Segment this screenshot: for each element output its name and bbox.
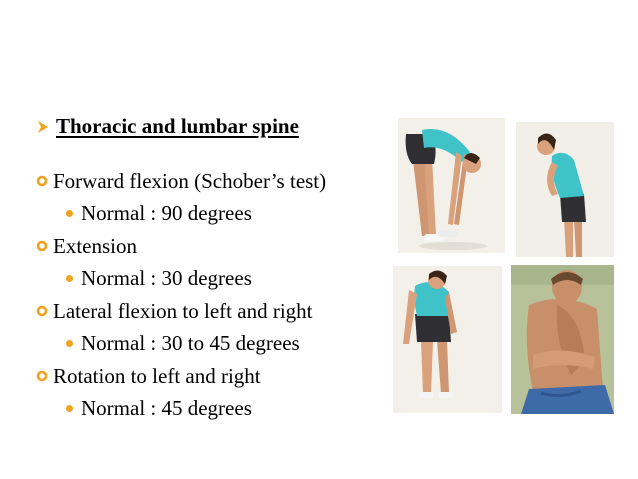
list-subitem xyxy=(36,197,386,230)
list-subitem-label: Normal : 30 degrees xyxy=(81,266,252,290)
bullet-list xyxy=(36,165,386,425)
extension-photo xyxy=(516,122,614,257)
list-item xyxy=(36,165,386,197)
ring-bullet-icon xyxy=(36,305,48,317)
rotation-figure xyxy=(511,265,614,414)
list-item-label: Lateral flexion to left and right xyxy=(53,298,313,323)
lateral-flexion-photo xyxy=(393,266,502,413)
rotation-photo xyxy=(511,265,614,414)
dot-bullet-icon xyxy=(66,275,73,282)
list-subitem-label: Normal : 45 degrees xyxy=(81,396,252,420)
dot-bullet-icon xyxy=(66,405,73,412)
extension-figure xyxy=(516,122,614,257)
ring-bullet-icon xyxy=(36,175,48,187)
list-item-label: Extension xyxy=(53,233,137,258)
arrowhead-icon xyxy=(36,120,50,134)
list-item-label: Rotation to left and right xyxy=(53,363,261,388)
forward-flexion-photo xyxy=(398,118,505,253)
slide-heading xyxy=(36,114,299,139)
forward-flexion-figure xyxy=(398,118,505,253)
lateral-flexion-figure xyxy=(393,266,502,413)
dot-bullet-icon xyxy=(66,210,73,217)
dot-bullet-icon xyxy=(66,340,73,347)
list-subitem xyxy=(36,262,386,295)
list-item-label: Forward flexion (Schober’s test) xyxy=(53,168,327,193)
list-subitem xyxy=(36,392,386,425)
list-subitem xyxy=(36,327,386,360)
list-subitem-label: Normal : 30 to 45 degrees xyxy=(81,331,300,355)
list-item xyxy=(36,295,386,327)
heading-title: Thoracic and lumbar spine xyxy=(56,114,299,138)
ring-bullet-icon xyxy=(36,370,48,382)
list-item xyxy=(36,230,386,262)
ring-bullet-icon xyxy=(36,240,48,252)
list-item xyxy=(36,360,386,392)
list-subitem-label: Normal : 90 degrees xyxy=(81,201,252,225)
